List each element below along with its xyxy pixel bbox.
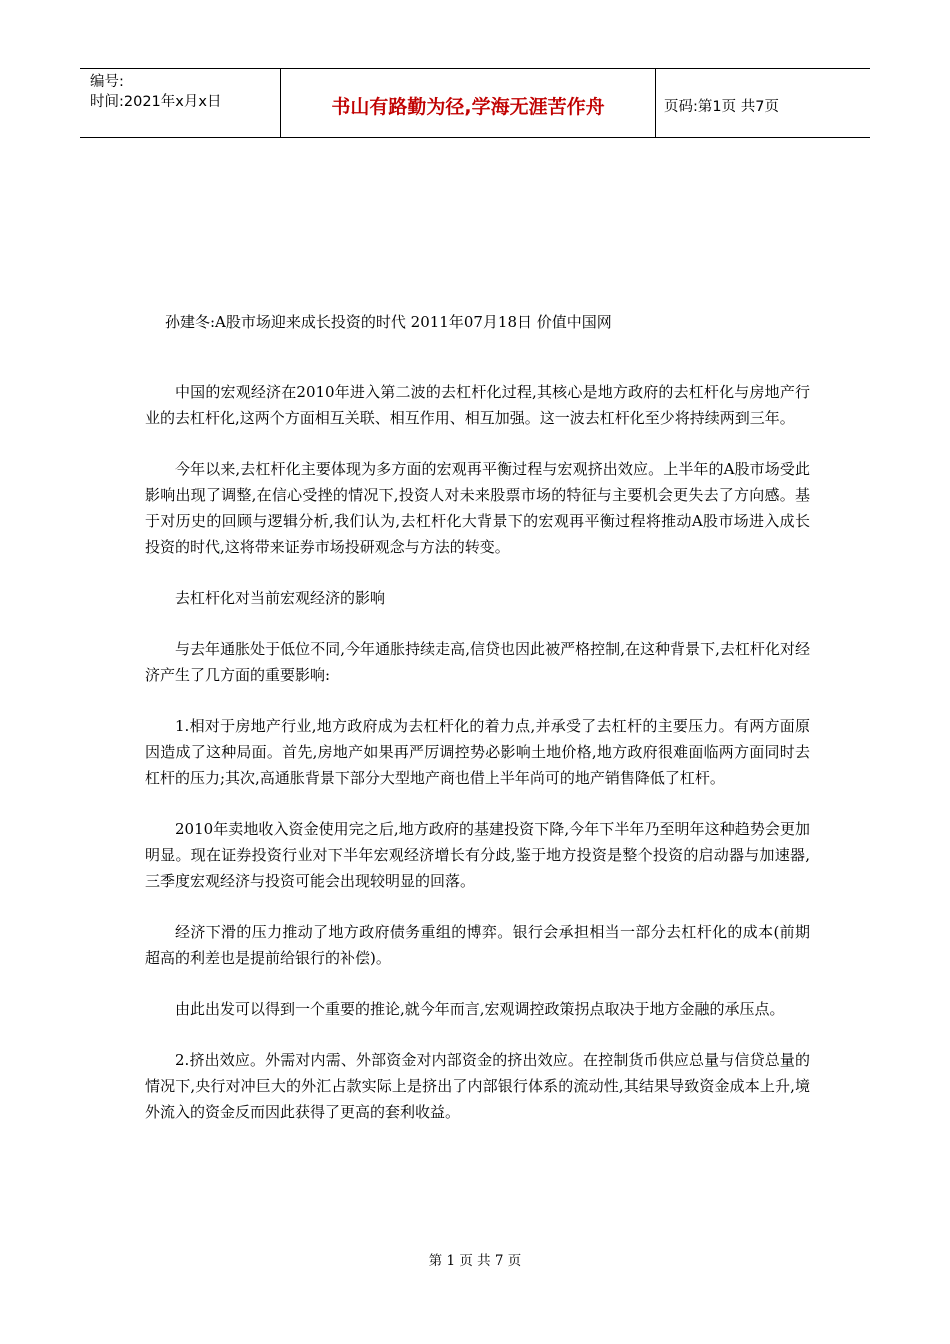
paragraph: 经济下滑的压力推动了地方政府债务重组的博弈。银行会承担相当一部分去杠杆化的成本(前期超高的利差也是提前给银行的补偿)。: [145, 923, 810, 967]
paragraph: 2.挤出效应。外需对内需、外部资金对内部资金的挤出效应。在控制货币供应总量与信贷总量的情况下,央行对冲巨大的外汇占款实际上是挤出了内部银行体系的流动性,其结果导致资金成本上升,境外流入的资金反而因此获得了更高的套利收益。: [145, 1051, 810, 1121]
paragraph: 1.相对于房地产行业,地方政府成为去杠杆化的着力点,并承受了去杠杆的主要压力。有两方面原因造成了这种局面。首先,房地产如果再严厉调控势必影响土地价格,地方政府很难面临两方面同时去杠杆的压力;其次,高通胀背景下部分大型地产商也借上半年尚可的地产销售降低了杠杆。: [145, 717, 810, 787]
header-meta: [80, 69, 281, 137]
section-heading: 去杠杆化对当前宏观经济的影响: [175, 589, 386, 607]
article-body: [145, 379, 810, 1150]
paragraph: 由此出发可以得到一个重要的推论,就今年而言,宏观调控政策拐点取决于地方金融的承压点。: [175, 1000, 785, 1018]
page-footer: 第 1 页 共 7 页: [428, 1253, 522, 1269]
paragraph: 2010年卖地收入资金使用完之后,地方政府的基建投资下降,今年下半年乃至明年这种趋势会更加明显。现在证券投资行业对下半年宏观经济增长有分歧,鉴于地方投资是整个投资的启动器与加速器,三季度宏观经济与投资可能会出现较明显的回落。: [145, 820, 810, 890]
paragraph: 今年以来,去杠杆化主要体现为多方面的宏观再平衡过程与宏观挤出效应。上半年的A股市场受此影响出现了调整,在信心受挫的情况下,投资人对未来股票市场的特征与主要机会更失去了方向感。基于对历史的回顾与逻辑分析,我们认为,去杠杆化大背景下的宏观再平衡过程将推动A股市场进入成长投资的时代,这将带来证券市场投研观念与方法的转变。: [145, 460, 810, 556]
paragraph: 与去年通胀处于低位不同,今年通胀持续走高,信贷也因此被严格控制,在这种背景下,去杠杆化对经济产生了几方面的重要影响:: [145, 640, 810, 684]
header-motto: 书山有路勤为径,学海无涯苦作舟: [281, 69, 656, 137]
header-page-info: 页码:第1页 共7页: [664, 98, 779, 115]
article-title: 孙建冬:A股市场迎来成长投资的时代 2011年07月18日 价值中国网: [165, 313, 612, 331]
paragraph: 中国的宏观经济在2010年进入第二波的去杠杆化过程,其核心是地方政府的去杠杆化与房地产行业的去杠杆化,这两个方面相互关联、相互作用、相互加强。这一波去杠杆化至少将持续两到三年。: [145, 383, 810, 427]
document-number-label: 编号:: [90, 74, 124, 90]
document-header: [80, 68, 870, 138]
document-date: 时间:2021年x月x日: [90, 94, 222, 110]
